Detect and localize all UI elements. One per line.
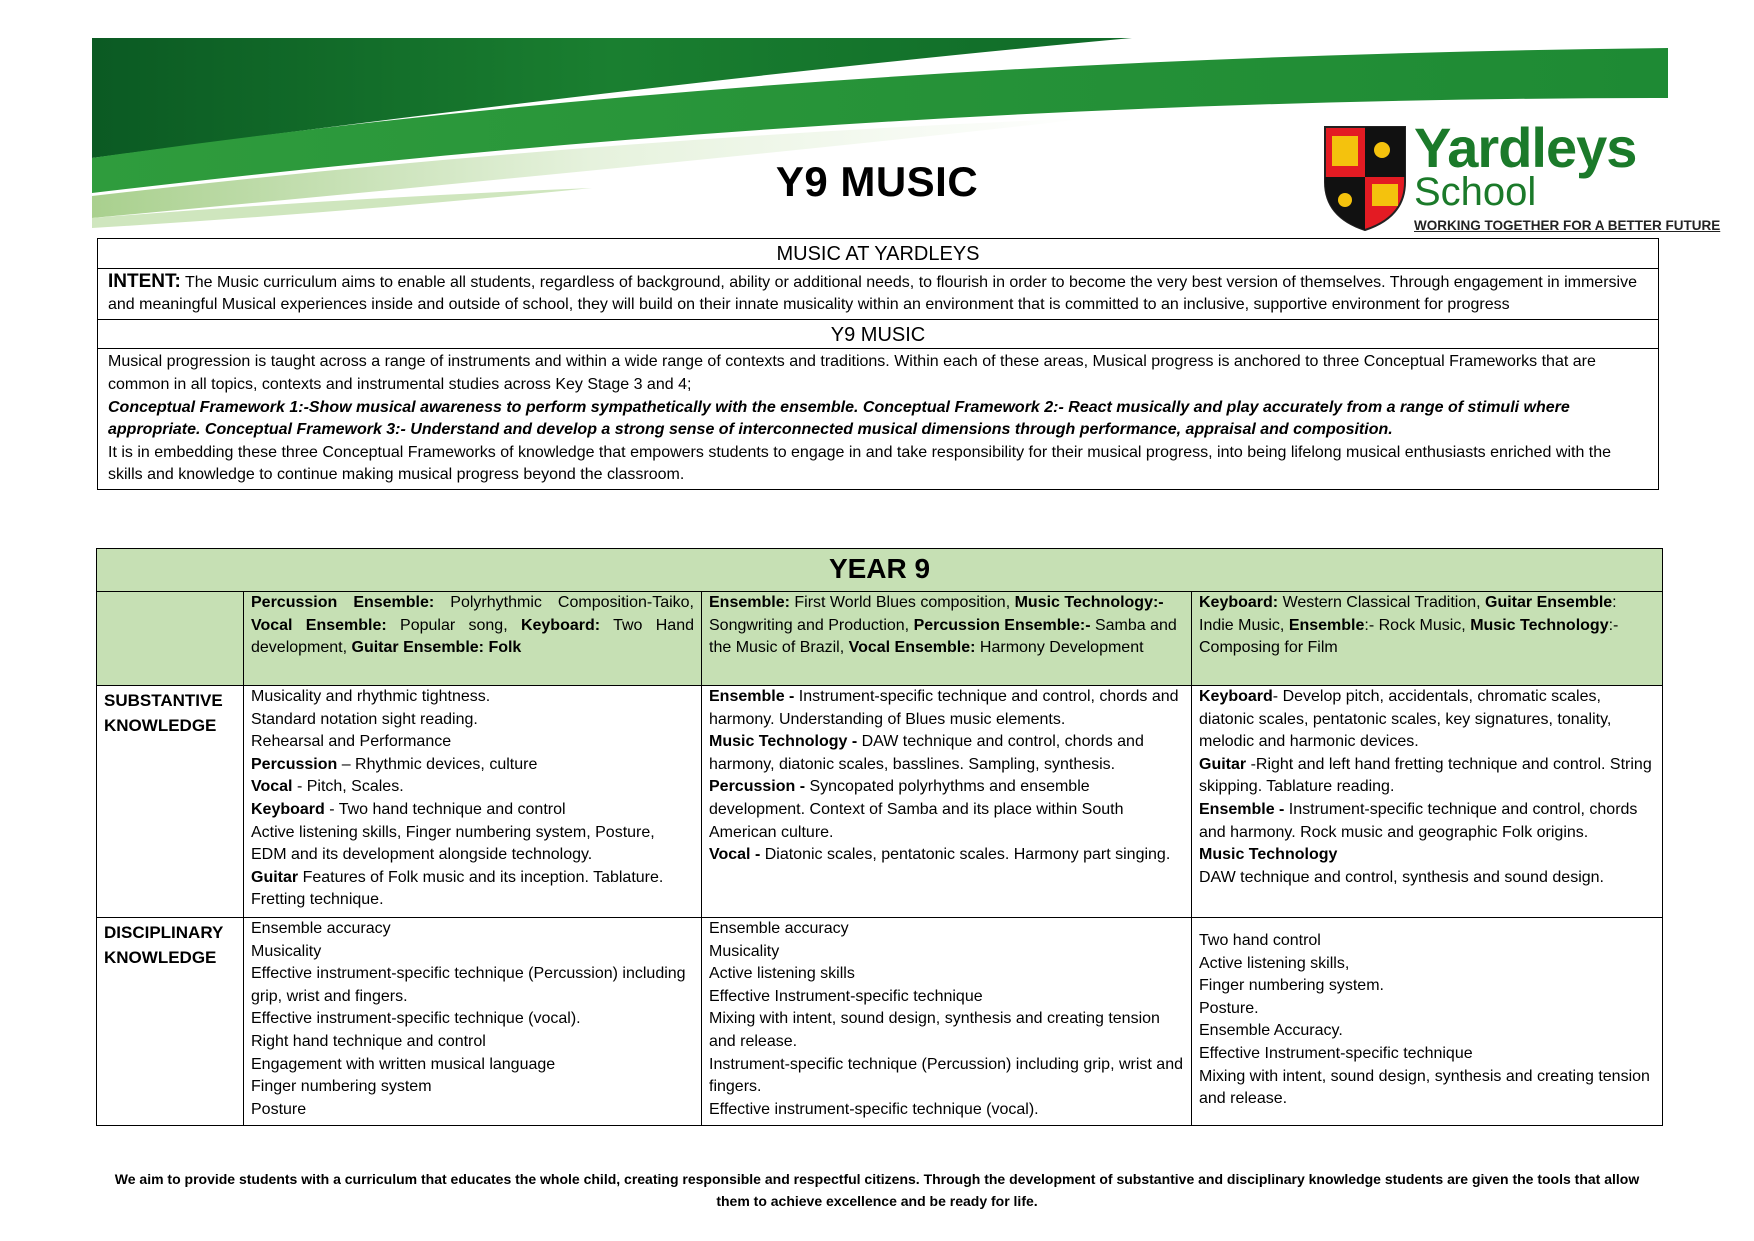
page-title: Y9 MUSIC: [775, 158, 979, 205]
topic-text: First World Blues composition,: [789, 594, 1015, 611]
intro-table: [97, 238, 1659, 490]
footer-statement: We aim to provide students with a curriculum that educates the whole child, creating responsible and respectful citizens. Through the development of substantive and disciplinary knowledge students are given the tools that allow them to achieve excellence and be ready for life.: [114, 1171, 1640, 1209]
topic-text: Songwriting and Production,: [709, 616, 914, 634]
disciplinary-col-2: [702, 918, 1192, 1126]
substantive-item: Percussion - Syncopated polyrhythms and ensemble development. Context of Samba and its place within South American culture.: [709, 778, 1124, 841]
topic-keyword: Keyboard:: [1199, 594, 1279, 611]
disciplinary-item: Mixing with intent, sound design, synthesis and creating tension and release.: [709, 1010, 1160, 1050]
substantive-col-1: [244, 686, 702, 918]
topic-keyword: Keyboard:: [520, 616, 601, 634]
substantive-item: Guitar Features of Folk music and its inception. Tablature. Fretting technique.: [251, 868, 664, 909]
logo-school-word: School: [1414, 170, 1537, 214]
topics-label-cell: [97, 592, 244, 686]
substantive-item: Active listening skills, Finger numbering system, Posture, EDM and its development alongside technology.: [251, 823, 655, 864]
disciplinary-col-1: [244, 918, 702, 1126]
substantive-col-2: [702, 686, 1192, 918]
disciplinary-item: Ensemble accuracy: [709, 920, 849, 937]
intent-cell: [98, 268, 1659, 319]
intent-label: INTENT:: [108, 270, 181, 292]
disciplinary-item: Musicality: [251, 942, 322, 960]
substantive-item: Vocal - Diatonic scales, pentatonic scales. Harmony part singing.: [709, 846, 1171, 864]
year-heading: YEAR 9: [97, 549, 1663, 592]
substantive-item: Keyboard- Develop pitch, accidentals, chromatic scales, diatonic scales, pentatonic scales, key signatures, tonality, melodic and harmonic devices.: [1199, 688, 1612, 751]
topic-keyword: Ensemble: [1288, 616, 1365, 634]
disciplinary-item: Finger numbering system: [251, 1078, 432, 1096]
disciplinary-item: Effective instrument-specific technique (Percussion) including grip, wrist and fingers.: [251, 965, 686, 1005]
substantive-item: Keyboard - Two hand technique and control: [251, 800, 566, 818]
disciplinary-item: Posture: [251, 1100, 307, 1118]
topic-keyword: Vocal Ensemble:: [848, 639, 976, 657]
substantive-item: Music Technology - DAW technique and control, chords and harmony, diatonic scales, basslines. Sampling, synthesis.: [709, 733, 1144, 773]
intent-text: The Music curriculum aims to enable all students, regardless of background, ability or additional needs, to flourish in order to become the very best version of themselves. Through engagement in immersive and meaningful Musical experiences inside and outside of school, they will build on their innate musicality within an environment that is committed to an inclusive, supportive environment for progress: [108, 273, 1637, 314]
disciplinary-item: Effective Instrument-specific technique: [709, 987, 983, 1005]
topic-keyword: Percussion Ensemble:: [251, 594, 435, 611]
intro-heading: MUSIC AT YARDLEYS: [98, 239, 1659, 269]
school-logo: [1318, 116, 1721, 238]
topic-keyword: Ensemble:: [709, 594, 790, 611]
school-crest-icon: [1320, 122, 1410, 234]
disciplinary-item: Active listening skills: [709, 965, 855, 983]
topics-col-2: [702, 592, 1192, 686]
topic-text: Samba and the Music of Brazil,: [709, 616, 1177, 657]
disciplinary-item: Ensemble accuracy: [251, 920, 391, 937]
substantive-item: Music Technology: [1199, 846, 1338, 864]
topics-col-1: [244, 592, 702, 686]
substantive-item: Ensemble - Instrument-specific technique and control, chords and harmony. Rock music and geographic Folk origins.: [1199, 800, 1638, 841]
disciplinary-item: Effective instrument-specific technique (vocal).: [709, 1100, 1039, 1118]
year-9-table: [96, 548, 1663, 1126]
topic-text: Two Hand development,: [251, 616, 695, 657]
topic-text: Popular song,: [386, 616, 521, 634]
logo-motto: WORKING TOGETHER FOR A BETTER FUTURE: [1414, 218, 1721, 233]
disciplinary-label: DISCIPLINARY KNOWLEDGE: [97, 918, 244, 1126]
disciplinary-item: Posture.: [1199, 999, 1259, 1017]
topic-text: :- Rock Music,: [1364, 616, 1471, 634]
y9-heading: Y9 MUSIC: [98, 319, 1659, 349]
y9-description: [98, 349, 1659, 490]
y9-frameworks: Conceptual Framework 1:-Show musical awareness to perform sympathetically with the ensemble. Conceptual Framework 2:- React musically and play accurately from a range of stimuli where appropriate. Conceptual Framework 3:- Understand and develop a strong sense of interconnected musical dimensions through performance, appraisal and composition.: [108, 398, 1570, 439]
disciplinary-item: Ensemble Accuracy.: [1199, 1022, 1343, 1040]
y9-paragraph-2: It is in embedding these three Conceptual Frameworks of knowledge that empowers students to engage in and take responsibility for their musical progress, into being lifelong musical enthusiasts enriched with the skills and knowledge to continue making musical progress beyond the classroom.: [108, 443, 1612, 484]
topic-keyword: Guitar Ensemble: Folk: [351, 639, 522, 657]
y9-paragraph-1: Musical progression is taught across a range of instruments and within a wide range of contexts and traditions. Within each of these areas, Musical progress is anchored to three Conceptual Frameworks that are common in all topics, contexts and instrumental studies across Key Stage 3 and 4;: [108, 353, 1596, 393]
substantive-col-3: [1192, 686, 1663, 918]
topic-text: Polyrhythmic Composition-Taiko,: [434, 594, 694, 611]
disciplinary-item: Engagement with written musical language: [251, 1055, 556, 1073]
substantive-item: DAW technique and control, synthesis and sound design.: [1199, 868, 1604, 886]
topic-keyword: Guitar Ensemble: [1485, 594, 1613, 611]
disciplinary-item: Effective instrument-specific technique (vocal).: [251, 1010, 581, 1028]
substantive-item: Vocal - Pitch, Scales.: [251, 778, 404, 796]
disciplinary-item: Musicality: [709, 942, 780, 960]
substantive-item: Musicality and rhythmic tightness.: [251, 688, 491, 705]
topics-col-3: [1192, 592, 1663, 686]
topic-text: Harmony Development: [975, 639, 1144, 657]
disciplinary-item: Mixing with intent, sound design, synthesis and creating tension and release.: [1199, 1067, 1650, 1108]
disciplinary-item: Finger numbering system.: [1199, 977, 1384, 995]
topic-keyword: Music Technology:-: [1014, 594, 1164, 611]
topic-text: : Indie Music,: [1199, 594, 1617, 634]
topic-text: Western Classical Tradition,: [1278, 594, 1486, 611]
topic-text: :- Composing for Film: [1199, 616, 1619, 657]
substantive-item: Ensemble - Instrument-specific technique and control, chords and harmony. Understanding of Blues music elements.: [709, 688, 1179, 728]
substantive-item: Standard notation sight reading.: [251, 710, 478, 728]
disciplinary-item: Effective Instrument-specific technique: [1199, 1044, 1473, 1062]
topic-keyword: Percussion Ensemble:-: [913, 616, 1091, 634]
disciplinary-item: Right hand technique and control: [251, 1032, 486, 1050]
substantive-item: Rehearsal and Performance: [251, 733, 452, 751]
substantive-label: SUBSTANTIVE KNOWLEDGE: [97, 686, 244, 918]
topic-keyword: Vocal Ensemble:: [251, 616, 387, 634]
logo-wordmark: Yardleys: [1414, 116, 1637, 179]
disciplinary-item: Two hand control: [1199, 932, 1321, 949]
disciplinary-col-3: [1192, 918, 1663, 1126]
disciplinary-item: Active listening skills,: [1199, 954, 1350, 972]
disciplinary-item: Instrument-specific technique (Percussion) including grip, wrist and fingers.: [709, 1055, 1183, 1096]
topic-keyword: Music Technology: [1470, 616, 1609, 634]
substantive-item: Guitar -Right and left hand fretting technique and control. String skipping. Tablature reading.: [1199, 755, 1652, 796]
substantive-item: Percussion – Rhythmic devices, culture: [251, 755, 538, 773]
